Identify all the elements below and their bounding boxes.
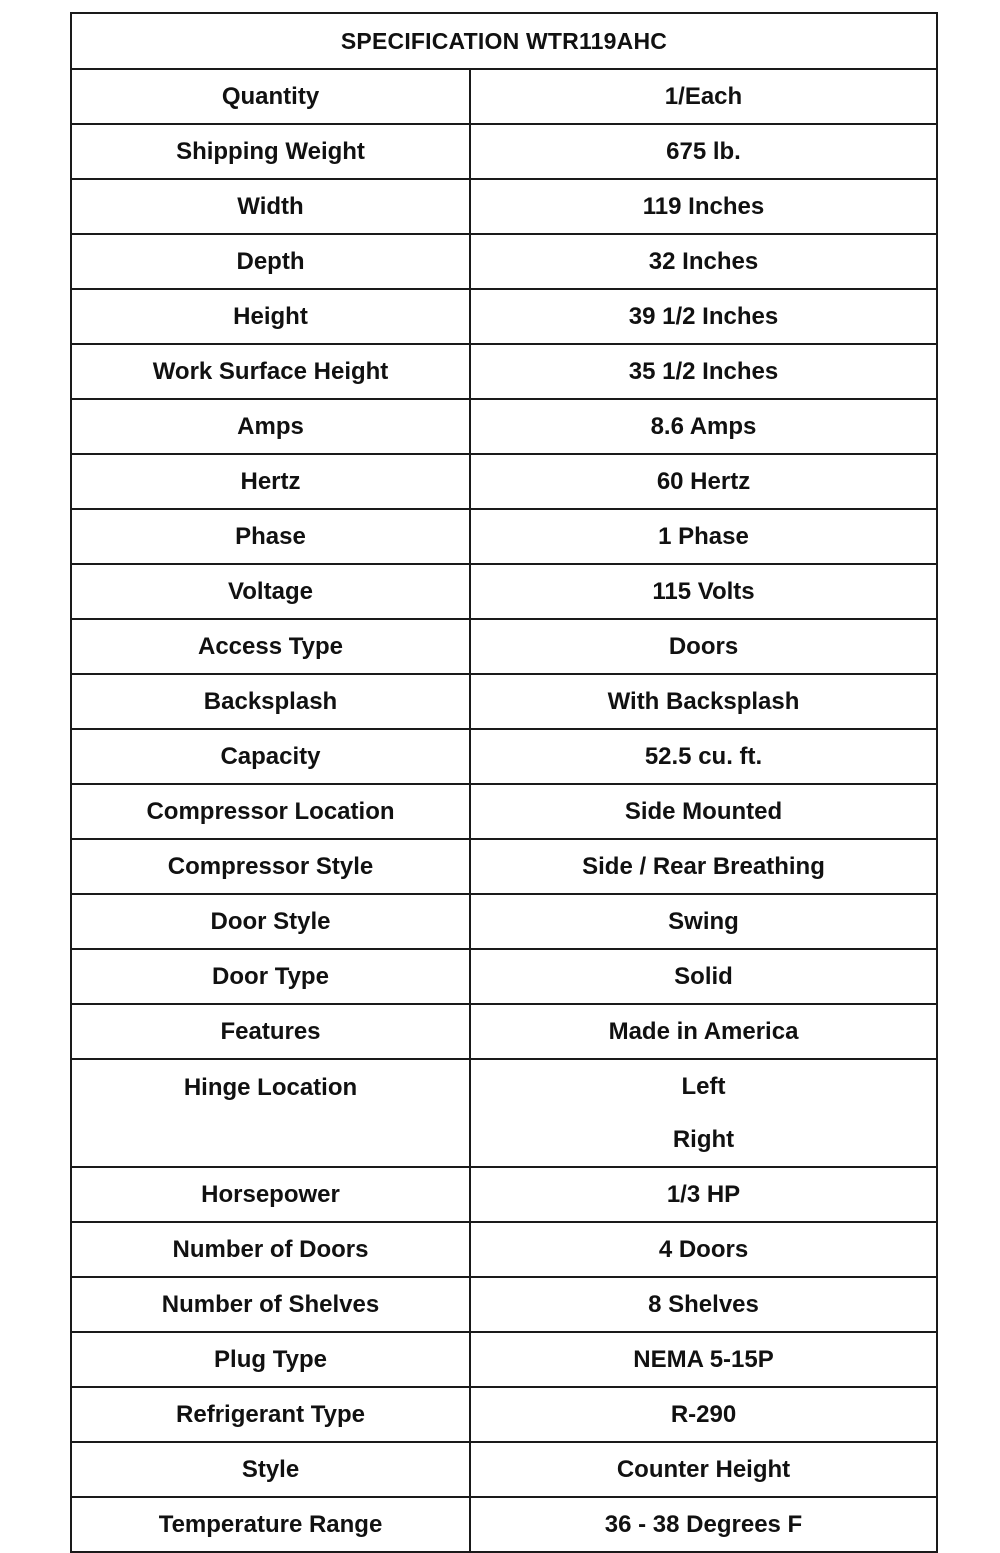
- spec-value: [470, 729, 937, 784]
- spec-value-line: 35 1/2 Inches: [628, 358, 779, 385]
- spec-value: [470, 784, 937, 839]
- spec-label: Compressor Location: [71, 784, 470, 839]
- table-row: [71, 1167, 937, 1222]
- spec-label: Horsepower: [71, 1167, 470, 1222]
- spec-label: Height: [71, 289, 470, 344]
- spec-value-line: Doors: [668, 633, 739, 660]
- spec-value: [470, 1387, 937, 1442]
- spec-label: Backsplash: [71, 674, 470, 729]
- spec-value-line: 39 1/2 Inches: [628, 303, 779, 330]
- table-body: [71, 69, 937, 1552]
- spec-label: Plug Type: [71, 1332, 470, 1387]
- spec-value-line: 8.6 Amps: [650, 413, 757, 440]
- spec-value-line: NEMA 5-15P: [633, 1346, 774, 1373]
- table-row: [71, 564, 937, 619]
- spec-label: Quantity: [71, 69, 470, 124]
- spec-label: Door Style: [71, 894, 470, 949]
- table-title: SPECIFICATION WTR119AHC: [71, 13, 937, 69]
- spec-label: Hertz: [71, 454, 470, 509]
- spec-label: Number of Doors: [71, 1222, 470, 1277]
- spec-label: Hinge Location: [71, 1059, 470, 1167]
- specification-table: [70, 12, 938, 1553]
- spec-value: [470, 1059, 937, 1167]
- spec-label: Temperature Range: [71, 1497, 470, 1552]
- spec-value-line: 675 lb.: [666, 138, 741, 165]
- spec-value-line: 115 Volts: [652, 578, 755, 605]
- spec-value-line: Made in America: [608, 1018, 799, 1045]
- spec-label: Refrigerant Type: [71, 1387, 470, 1442]
- spec-value-line: Right: [672, 1126, 735, 1153]
- table-row: [71, 839, 937, 894]
- table-row: [71, 619, 937, 674]
- spec-value: [470, 839, 937, 894]
- table-row: [71, 674, 937, 729]
- spec-value-line: 32 Inches: [648, 248, 759, 275]
- table-row: [71, 1222, 937, 1277]
- spec-value-line: 4 Doors: [658, 1236, 749, 1263]
- spec-value: [470, 1222, 937, 1277]
- spec-value: [470, 344, 937, 399]
- spec-value-line: Side / Rear Breathing: [582, 853, 825, 880]
- spec-value: [470, 124, 937, 179]
- table-row: [71, 454, 937, 509]
- table-row: [71, 289, 937, 344]
- spec-value: [470, 399, 937, 454]
- spec-value-line: 8 Shelves: [648, 1291, 759, 1318]
- table-row: [71, 509, 937, 564]
- spec-label: Shipping Weight: [71, 124, 470, 179]
- spec-label: Capacity: [71, 729, 470, 784]
- spec-value-line: 1/Each: [664, 83, 743, 110]
- spec-label: Style: [71, 1442, 470, 1497]
- spec-value-line: 1/3 HP: [666, 1181, 741, 1208]
- spec-value: [470, 289, 937, 344]
- spec-label: Amps: [71, 399, 470, 454]
- spec-value-line: Counter Height: [616, 1456, 791, 1483]
- spec-value: [470, 1332, 937, 1387]
- table-row: [71, 1059, 937, 1167]
- spec-value: [470, 619, 937, 674]
- spec-value: [470, 949, 937, 1004]
- spec-value-line: Side Mounted: [624, 798, 783, 825]
- table-row: [71, 1277, 937, 1332]
- table-row: [71, 1442, 937, 1497]
- table-row: [71, 179, 937, 234]
- table-row: [71, 234, 937, 289]
- table-row: [71, 949, 937, 1004]
- spec-value-line: Left: [681, 1073, 726, 1100]
- table-row: [71, 1004, 937, 1059]
- spec-label: Work Surface Height: [71, 344, 470, 399]
- table-header-row: [71, 13, 937, 69]
- spec-value: [470, 894, 937, 949]
- spec-value-line: 1 Phase: [658, 523, 749, 550]
- spec-value: [470, 1167, 937, 1222]
- table-row: [71, 69, 937, 124]
- spec-value: [470, 1497, 937, 1552]
- table-row: [71, 784, 937, 839]
- spec-label: Door Type: [71, 949, 470, 1004]
- spec-value: [470, 1442, 937, 1497]
- spec-label: Compressor Style: [71, 839, 470, 894]
- table-row: [71, 729, 937, 784]
- table-row: [71, 1497, 937, 1552]
- spec-value: [470, 1277, 937, 1332]
- table-row: [71, 1387, 937, 1442]
- spec-label: Voltage: [71, 564, 470, 619]
- spec-value: [470, 1004, 937, 1059]
- spec-label: Number of Shelves: [71, 1277, 470, 1332]
- spec-value: [470, 69, 937, 124]
- spec-value-line: 52.5 cu. ft.: [644, 743, 763, 770]
- spec-value-line: Solid: [674, 963, 733, 990]
- spec-label: Width: [71, 179, 470, 234]
- spec-label: Features: [71, 1004, 470, 1059]
- spec-value: [470, 179, 937, 234]
- spec-value: [470, 674, 937, 729]
- spec-value: [470, 564, 937, 619]
- spec-label: Access Type: [71, 619, 470, 674]
- spec-label: Phase: [71, 509, 470, 564]
- table-row: [71, 894, 937, 949]
- spec-value-line: 119 Inches: [642, 193, 765, 220]
- table-row: [71, 344, 937, 399]
- spec-value-line: R-290: [670, 1401, 737, 1428]
- spec-value-line: Swing: [668, 908, 739, 935]
- table-row: [71, 124, 937, 179]
- table-row: [71, 1332, 937, 1387]
- spec-value-line: With Backsplash: [607, 688, 800, 715]
- spec-value: [470, 509, 937, 564]
- spec-value-line: 60 Hertz: [656, 468, 751, 495]
- spec-value-line: 36 - 38 Degrees F: [604, 1511, 803, 1538]
- spec-label: Depth: [71, 234, 470, 289]
- spec-value: [470, 234, 937, 289]
- table-row: [71, 399, 937, 454]
- spec-value: [470, 454, 937, 509]
